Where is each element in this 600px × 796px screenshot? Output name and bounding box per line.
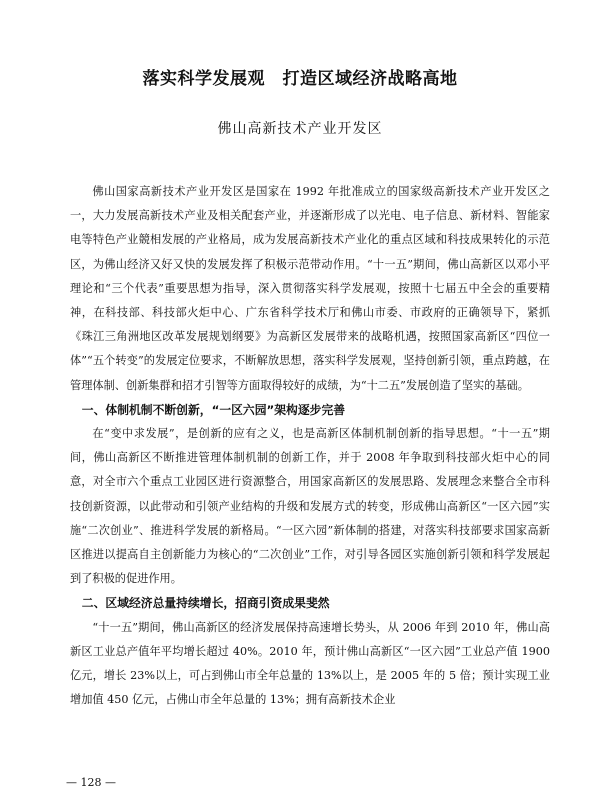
paragraph-intro: 佛山国家高新技术产业开发区是国家在 1992 年批准成立的国家级高新技术产业开发区之一，大力发展高新技术产业及相关配套产业，并逐渐形成了以光电、电子信息、新材料、智能家电等特色产业競相发展的产业格局，成为发展高新技术产业化的重点区域和科技成果转化的示范区，为佛山经济又好又快的发展发挥了积极示范带动作用。“十一五”期间，佛山高新区以邓小平理论和“三个代表”重要思想为指导，深入贯彻落实科学发展观，按照十七届五中全会的重要精神，在科技部、科技部火炬中心、广东省科学技术厅和佛山市委、市政府的正确领导下，紧抓《珠江三角洲地区改革发展规划纲要》为高新区发展带来的战略机遇，按照国家高新区“四位一体”“五个转变”的发展定位要求，不断解放思想，落实科学发展观，坚持创新引领，重点跨越，在管理体制、创新集群和招才引智等方面取得较好的成绩，为“十二五”发展创造了坚实的基础。	[70, 185, 550, 392]
article-title: 落实科学发展观 打造区域经济战略高地	[142, 69, 458, 89]
section-heading-2: 二、区域经济总量持续增长，招商引资成果斐然	[81, 596, 330, 611]
article-subtitle: 佛山高新技术产业开发区	[217, 121, 383, 137]
paragraph-mechanism: 在“变中求发展”，是创新的应有之义，也是高新区体制机制创新的指导思想。“十一五”期间，佛山高新区不断推进管理体制机制的创新工作，并于 2008 年争取到科技部火炬中心的同意，对全市六个重点工业园区进行资源整合，用国家高新区的发展思路、发展理念来整合全市科技创新资源，以此带动和引领产业结构的升级和发展方式的转变，形成佛山高新区“一区六园”实施“二次创业”、推进科学发展的新格局。“一区六园”新体制的搭建，对落实科技部要求国家高新区推进以提高自主创新能力为核心的“二次创业”工作，对引导各园区实施创新引领和科学发展起到了积极的促进作用。	[70, 427, 550, 586]
paragraph-economy: “十一五”期间，佛山高新区的经济发展保持高速增长势头，从 2006 年到 2010 年，佛山高新区工业总产值年平均增长超过 40%。2010 年，预计佛山高新区“一区六园”工业总产值 1900 亿元，增长 23%以上，可占到佛山市全年总量的 13%以上，是 2005 年的 5 倍；预计实现工业增加值 450 亿元，占佛山市全年总量的 13%；拥有高新技术企业	[70, 620, 550, 707]
page-number: — 128 —	[66, 776, 116, 789]
article-body	[70, 180, 550, 712]
section-heading-1: 一、体制机制不断创新，“一区六园”架构逐步完善	[81, 402, 346, 417]
